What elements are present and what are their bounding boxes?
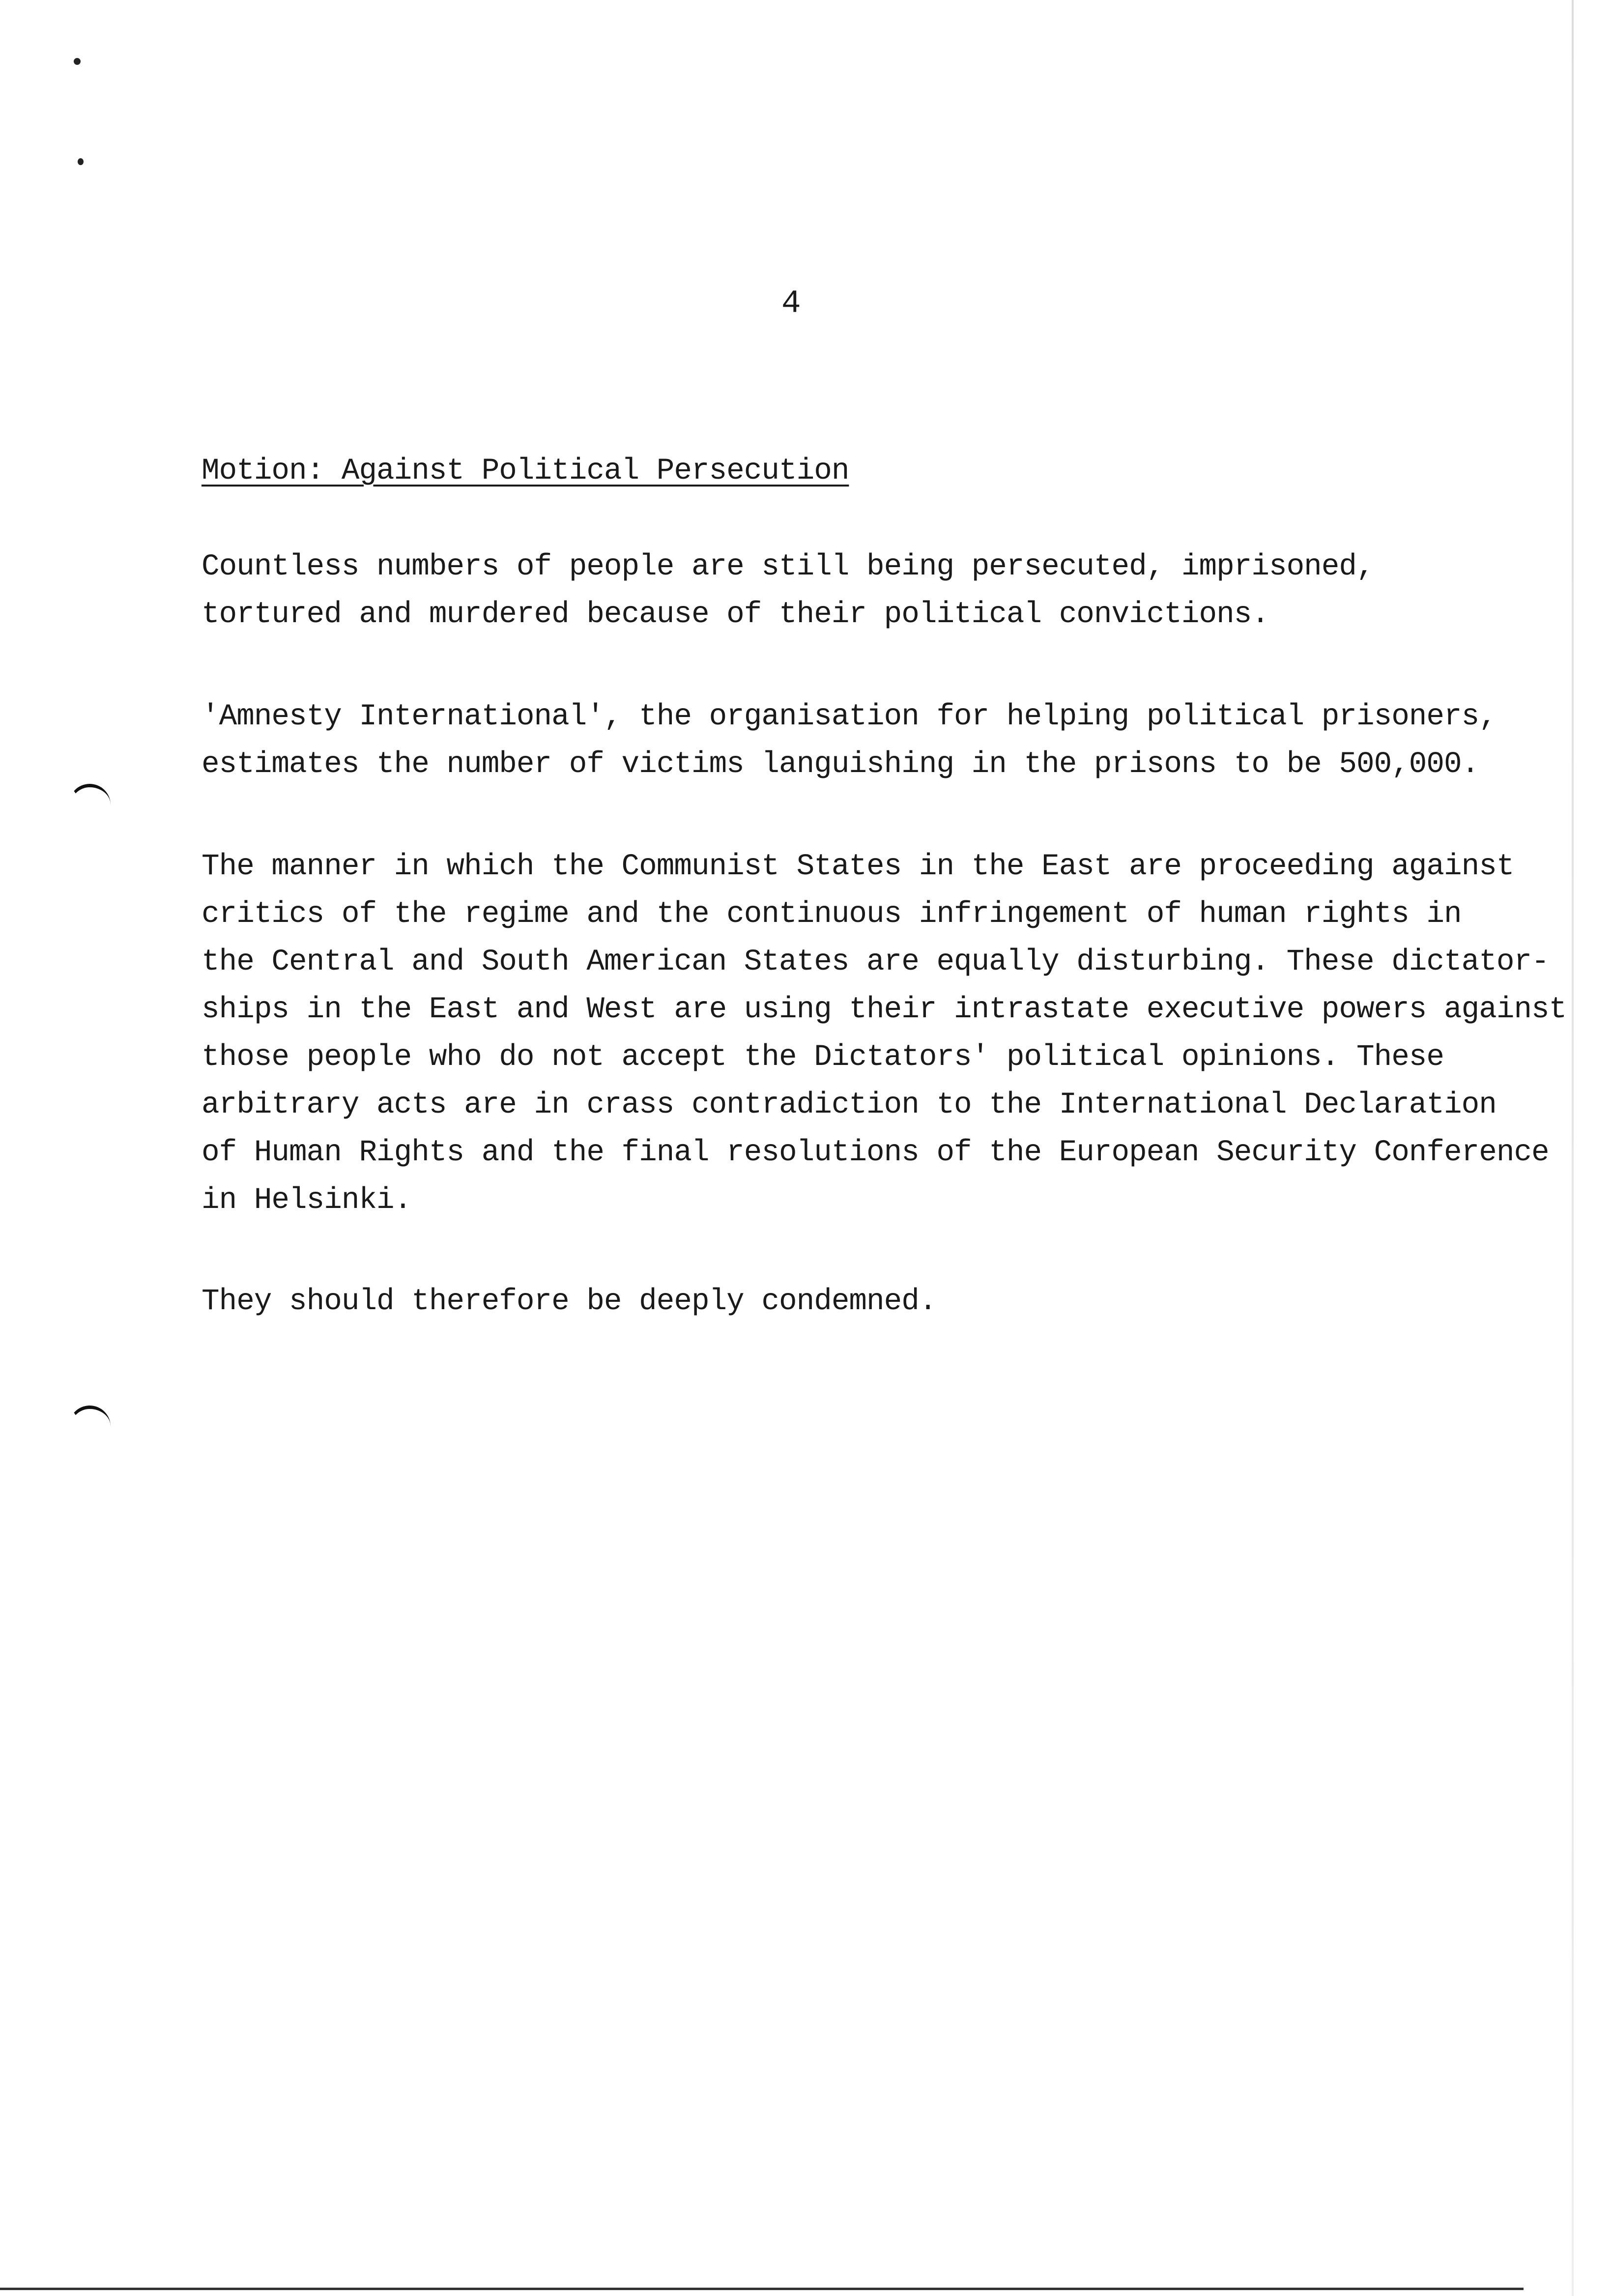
paragraph-line: the Central and South American States are equally disturbing. These dictator- bbox=[202, 945, 1549, 979]
paragraph-line: of Human Rights and the final resolutions of the European Security Conference bbox=[202, 1136, 1549, 1170]
paragraph-line: critics of the regime and the continuous infringement of human rights in bbox=[202, 897, 1462, 931]
paragraph-1 bbox=[202, 543, 1499, 638]
paragraph-line: The manner in which the Communist States in the East are proceeding against bbox=[202, 850, 1514, 884]
punch-hole-mark bbox=[69, 784, 111, 810]
paragraph-line: estimates the number of victims languishing in the prisons to be 500,000. bbox=[202, 747, 1479, 781]
motion-heading: Motion: Against Political Persecution bbox=[202, 454, 849, 488]
paragraph-line: in Helsinki. bbox=[202, 1183, 412, 1217]
scan-edge-line bbox=[1572, 0, 1574, 2296]
paragraph-line: tortured and murdered because of their political convictions. bbox=[202, 598, 1269, 631]
paragraph-line: arbitrary acts are in crass contradiction to the International Declaration bbox=[202, 1088, 1497, 1122]
paragraph-2 bbox=[202, 693, 1499, 788]
bottom-rule bbox=[0, 2288, 1524, 2290]
scan-speck bbox=[78, 158, 84, 165]
paragraph-line: those people who do not accept the Dictators' political opinions. These bbox=[202, 1040, 1444, 1074]
paragraph-line: ships in the East and West are using their intrastate executive powers against bbox=[202, 993, 1567, 1027]
paragraph-line: Countless numbers of people are still being persecuted, imprisoned, bbox=[202, 550, 1374, 584]
page-number: 4 bbox=[781, 285, 801, 322]
paragraph-3 bbox=[202, 843, 1567, 1224]
paragraph-line: They should therefore be deeply condemned. bbox=[202, 1285, 937, 1319]
punch-hole-mark bbox=[69, 1406, 111, 1432]
scan-speck bbox=[74, 58, 81, 65]
paragraph-line: 'Amnesty International', the organisation for helping political prisoners, bbox=[202, 700, 1497, 734]
paragraph-4 bbox=[202, 1278, 1499, 1325]
